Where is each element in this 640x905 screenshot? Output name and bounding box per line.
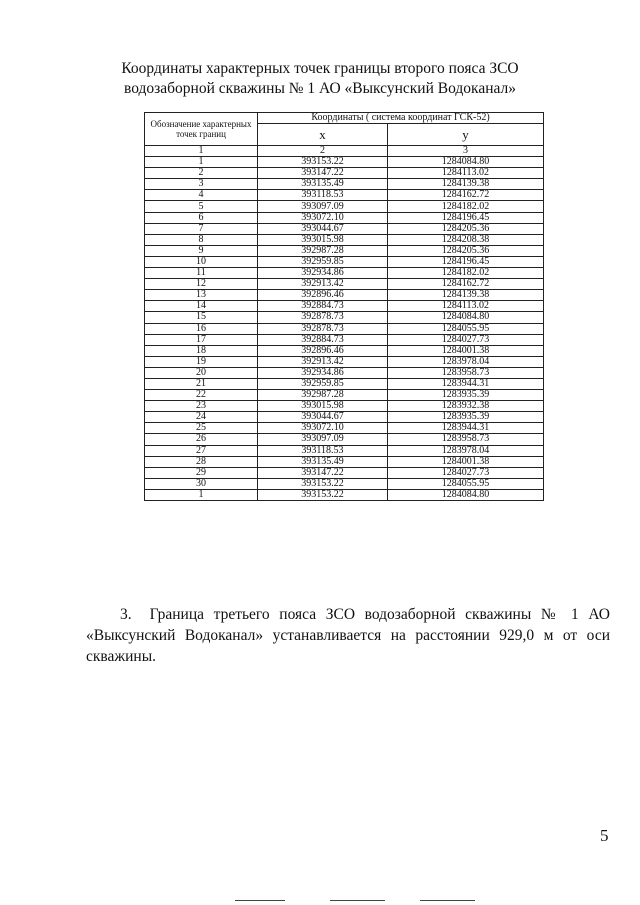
x-coordinate-cell: 393072.10 bbox=[258, 423, 388, 434]
point-number-cell: 1 bbox=[145, 157, 258, 168]
y-coordinate-cell: 1284139.38 bbox=[388, 179, 544, 190]
y-coordinate-cell: 1284001.38 bbox=[388, 456, 544, 467]
table-row bbox=[145, 412, 544, 423]
point-number-cell: 7 bbox=[145, 223, 258, 234]
x-coordinate-cell: 393153.22 bbox=[258, 489, 388, 500]
point-number-cell: 10 bbox=[145, 256, 258, 267]
point-number-cell: 13 bbox=[145, 290, 258, 301]
y-coordinate-cell: 1284208.38 bbox=[388, 234, 544, 245]
y-coordinate-cell: 1284084.80 bbox=[388, 312, 544, 323]
point-number-cell: 9 bbox=[145, 245, 258, 256]
paragraph-3 bbox=[86, 604, 610, 667]
y-coordinate-cell: 1283958.73 bbox=[388, 434, 544, 445]
footer-rule bbox=[330, 900, 385, 901]
header-y: y bbox=[388, 124, 544, 146]
point-number-cell: 20 bbox=[145, 367, 258, 378]
point-number-cell: 19 bbox=[145, 356, 258, 367]
y-coordinate-cell: 1284084.80 bbox=[388, 157, 544, 168]
point-number-cell: 27 bbox=[145, 445, 258, 456]
x-coordinate-cell: 392959.85 bbox=[258, 256, 388, 267]
table-row bbox=[145, 334, 544, 345]
point-number-cell: 6 bbox=[145, 212, 258, 223]
table-row bbox=[145, 245, 544, 256]
y-coordinate-cell: 1284001.38 bbox=[388, 345, 544, 356]
table-row bbox=[145, 190, 544, 201]
table-row bbox=[145, 489, 544, 500]
table-row bbox=[145, 179, 544, 190]
table-row bbox=[145, 434, 544, 445]
table-row bbox=[145, 367, 544, 378]
point-number-cell: 14 bbox=[145, 301, 258, 312]
y-coordinate-cell: 1284196.45 bbox=[388, 256, 544, 267]
y-coordinate-cell: 1284205.36 bbox=[388, 245, 544, 256]
y-coordinate-cell: 1284139.38 bbox=[388, 290, 544, 301]
point-number-cell: 4 bbox=[145, 190, 258, 201]
y-coordinate-cell: 1284084.80 bbox=[388, 489, 544, 500]
y-coordinate-cell: 1284182.02 bbox=[388, 201, 544, 212]
table-row bbox=[145, 323, 544, 334]
point-number-cell: 18 bbox=[145, 345, 258, 356]
point-number-cell: 3 bbox=[145, 179, 258, 190]
x-coordinate-cell: 393147.22 bbox=[258, 467, 388, 478]
x-coordinate-cell: 392959.85 bbox=[258, 378, 388, 389]
point-number-cell: 2 bbox=[145, 168, 258, 179]
y-coordinate-cell: 1284027.73 bbox=[388, 334, 544, 345]
x-coordinate-cell: 393118.53 bbox=[258, 190, 388, 201]
y-coordinate-cell: 1283944.31 bbox=[388, 378, 544, 389]
point-number-cell: 1 bbox=[145, 489, 258, 500]
table-row bbox=[145, 201, 544, 212]
table-row bbox=[145, 478, 544, 489]
header-point-designation: Обозначение характерных точек границ bbox=[145, 113, 258, 146]
y-coordinate-cell: 1284205.36 bbox=[388, 223, 544, 234]
column-numbers-row bbox=[145, 146, 544, 157]
point-number-cell: 25 bbox=[145, 423, 258, 434]
point-number-cell: 24 bbox=[145, 412, 258, 423]
table-row bbox=[145, 467, 544, 478]
y-coordinate-cell: 1284162.72 bbox=[388, 279, 544, 290]
point-number-cell: 16 bbox=[145, 323, 258, 334]
point-number-cell: 23 bbox=[145, 401, 258, 412]
title-line-1: Координаты характерных точек границы второго пояса ЗСО bbox=[121, 60, 519, 77]
x-coordinate-cell: 392934.86 bbox=[258, 367, 388, 378]
y-coordinate-cell: 1283978.04 bbox=[388, 445, 544, 456]
column-number: 1 bbox=[145, 146, 258, 157]
x-coordinate-cell: 393147.22 bbox=[258, 168, 388, 179]
table-row bbox=[145, 279, 544, 290]
point-number-cell: 21 bbox=[145, 378, 258, 389]
table-row bbox=[145, 390, 544, 401]
x-coordinate-cell: 392913.42 bbox=[258, 279, 388, 290]
table-body bbox=[145, 157, 544, 501]
header-x: x bbox=[258, 124, 388, 146]
point-number-cell: 8 bbox=[145, 234, 258, 245]
x-coordinate-cell: 393015.98 bbox=[258, 401, 388, 412]
x-coordinate-cell: 392934.86 bbox=[258, 268, 388, 279]
footer-rule bbox=[420, 900, 475, 901]
table-row bbox=[145, 223, 544, 234]
table-row bbox=[145, 268, 544, 279]
x-coordinate-cell: 392884.73 bbox=[258, 301, 388, 312]
footer-rule bbox=[235, 900, 285, 901]
table-row bbox=[145, 423, 544, 434]
document-title bbox=[0, 59, 640, 99]
point-number-cell: 11 bbox=[145, 268, 258, 279]
x-coordinate-cell: 392896.46 bbox=[258, 345, 388, 356]
header-coordinates: Координаты ( система координат ГСК-52) bbox=[258, 113, 544, 124]
point-number-cell: 15 bbox=[145, 312, 258, 323]
table-row bbox=[145, 168, 544, 179]
y-coordinate-cell: 1283932.38 bbox=[388, 401, 544, 412]
x-coordinate-cell: 392878.73 bbox=[258, 312, 388, 323]
paragraph-number: 3. bbox=[120, 606, 132, 623]
table-row bbox=[145, 290, 544, 301]
y-coordinate-cell: 1283935.39 bbox=[388, 390, 544, 401]
y-coordinate-cell: 1284196.45 bbox=[388, 212, 544, 223]
table-row bbox=[145, 445, 544, 456]
table-row bbox=[145, 345, 544, 356]
table-row bbox=[145, 212, 544, 223]
point-number-cell: 12 bbox=[145, 279, 258, 290]
table-row bbox=[145, 157, 544, 168]
coordinates-table bbox=[144, 112, 544, 501]
point-number-cell: 17 bbox=[145, 334, 258, 345]
table-row bbox=[145, 312, 544, 323]
x-coordinate-cell: 393015.98 bbox=[258, 234, 388, 245]
x-coordinate-cell: 393153.22 bbox=[258, 157, 388, 168]
y-coordinate-cell: 1284113.02 bbox=[388, 301, 544, 312]
y-coordinate-cell: 1283944.31 bbox=[388, 423, 544, 434]
title-line-2: водозаборной скважины № 1 АО «Выксунский Водоканал» bbox=[123, 80, 517, 97]
y-coordinate-cell: 1284055.95 bbox=[388, 323, 544, 334]
paragraph-text: Граница третьего пояса ЗСО водозаборной скважины № 1 АО «Выксунский Водоканал» устанавливается на расстоянии 929,0 м от оси скважины. bbox=[86, 606, 610, 665]
y-coordinate-cell: 1284162.72 bbox=[388, 190, 544, 201]
x-coordinate-cell: 393044.67 bbox=[258, 412, 388, 423]
x-coordinate-cell: 393118.53 bbox=[258, 445, 388, 456]
point-number-cell: 29 bbox=[145, 467, 258, 478]
table-row bbox=[145, 378, 544, 389]
point-number-cell: 26 bbox=[145, 434, 258, 445]
point-number-cell: 30 bbox=[145, 478, 258, 489]
point-number-cell: 5 bbox=[145, 201, 258, 212]
y-coordinate-cell: 1284027.73 bbox=[388, 467, 544, 478]
x-coordinate-cell: 393072.10 bbox=[258, 212, 388, 223]
x-coordinate-cell: 392987.28 bbox=[258, 390, 388, 401]
table-row bbox=[145, 234, 544, 245]
y-coordinate-cell: 1284055.95 bbox=[388, 478, 544, 489]
table-row bbox=[145, 456, 544, 467]
x-coordinate-cell: 392884.73 bbox=[258, 334, 388, 345]
table-row bbox=[145, 356, 544, 367]
x-coordinate-cell: 393135.49 bbox=[258, 179, 388, 190]
x-coordinate-cell: 393044.67 bbox=[258, 223, 388, 234]
y-coordinate-cell: 1283958.73 bbox=[388, 367, 544, 378]
x-coordinate-cell: 392987.28 bbox=[258, 245, 388, 256]
x-coordinate-cell: 392896.46 bbox=[258, 290, 388, 301]
point-number-cell: 22 bbox=[145, 390, 258, 401]
y-coordinate-cell: 1283978.04 bbox=[388, 356, 544, 367]
x-coordinate-cell: 393153.22 bbox=[258, 478, 388, 489]
page-number: 5 bbox=[600, 826, 609, 845]
x-coordinate-cell: 393135.49 bbox=[258, 456, 388, 467]
column-number: 3 bbox=[388, 146, 544, 157]
x-coordinate-cell: 393097.09 bbox=[258, 201, 388, 212]
y-coordinate-cell: 1284113.02 bbox=[388, 168, 544, 179]
point-number-cell: 28 bbox=[145, 456, 258, 467]
table-row bbox=[145, 256, 544, 267]
x-coordinate-cell: 393097.09 bbox=[258, 434, 388, 445]
x-coordinate-cell: 392913.42 bbox=[258, 356, 388, 367]
column-number: 2 bbox=[258, 146, 388, 157]
x-coordinate-cell: 392878.73 bbox=[258, 323, 388, 334]
table-row bbox=[145, 401, 544, 412]
y-coordinate-cell: 1284182.02 bbox=[388, 268, 544, 279]
table-row bbox=[145, 301, 544, 312]
y-coordinate-cell: 1283935.39 bbox=[388, 412, 544, 423]
